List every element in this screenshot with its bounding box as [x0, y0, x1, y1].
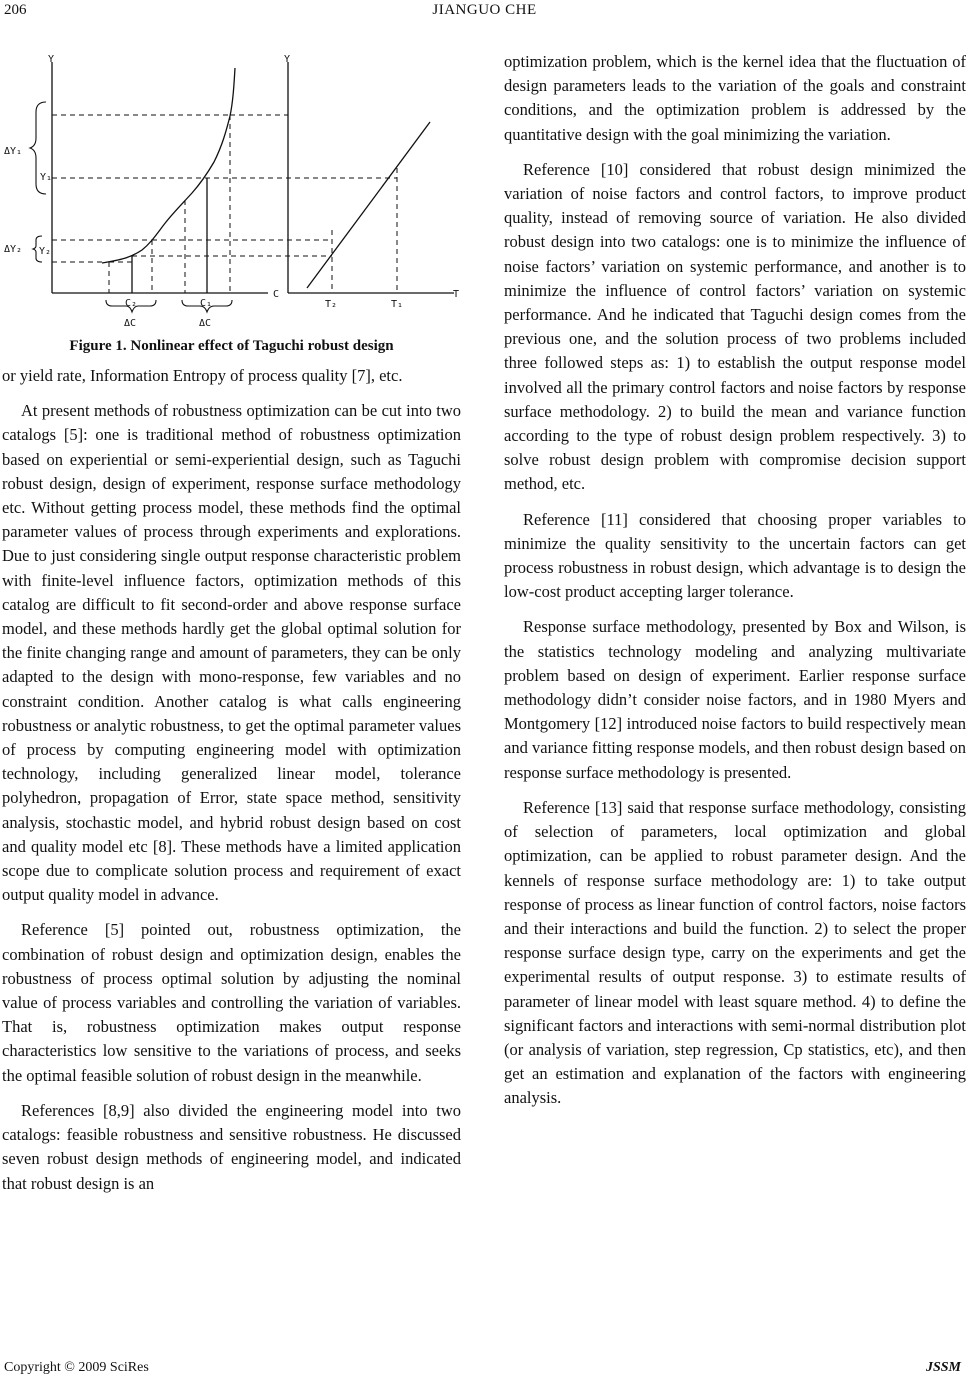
figure-caption: Figure 1. Nonlinear effect of Taguchi robust design — [69, 338, 394, 354]
figure-1 — [2, 50, 461, 336]
right-paragraph-4: Reference [13] said that response surface methodology, consisting of selection of parameters, local optimization and global optimization, can be applied to robust parameter design. And the kennels of response surface methodology are: 1) to take output response of process as linear function of control factors, noise factors and their interactions and build the function. 2) to select the proper response surface design type, carry on the experiments and get the experimental results of output response. 3) to estimate results of parameter of linear model with least square method. 4) to define the significant factors and interactions with semi-normal distribution plot (or analysis of variation, step regression, Cp statistics, etc), and then get an estimation and explanation of the factors with engineering analysis. — [504, 797, 966, 1108]
delta-y2-label: ΔY₂ — [4, 244, 23, 255]
left-x-axis-label: C — [273, 289, 280, 300]
c2-label: C₂ — [125, 298, 138, 309]
left-column — [2, 50, 461, 1207]
y2-label: Y₂ — [39, 246, 52, 257]
t1-label: T₁ — [391, 299, 404, 310]
left-paragraph-3: References [8,9] also divided the engineering model into two catalogs: feasible robustness and sensitive robustness. He discussed seven robust design methods of engineering model, and indicated that robust design is an — [2, 1100, 461, 1193]
left-y-axis-label: Y — [48, 54, 55, 65]
nonlinear-curve — [102, 68, 235, 263]
right-paragraph-3: Response surface methodology, presented by Box and Wilson, is the statistics technology modeling and analyzing multivariate problem based on design of experiment. Earlier response surface methodology didn’t consider noise factors, and in 1980 Myers and Montgomery [12] introduced noise factors to build respectively mean and variance fitting response models, and then robust design based on response surface methodology is presented. — [504, 617, 966, 782]
right-column — [504, 50, 966, 1122]
figure-diagram — [2, 50, 461, 336]
c1-label: C₁ — [200, 298, 213, 309]
delta-y1-label: ΔY₁ — [4, 146, 23, 157]
running-head: JIANGUO CHE — [432, 2, 537, 18]
right-paragraph-2: Reference [11] considered that choosing proper variables to minimize the quality sensitivity to the uncertain factors can get process robustness in robust design, which advantage is to design the low-cost product accepting larger tolerance. — [504, 509, 966, 602]
y1-label: Y₁ — [40, 172, 53, 183]
t2-label: T₂ — [325, 299, 338, 310]
left-paragraph-1: At present methods of robustness optimization can be cut into two catalogs [5]: one is traditional method of robustness optimization based on experiential or semi-experiential design, such as Taguchi robust design, design of experiment, response surface methodology etc. Without getting process model, these methods find the optimal parameter values of process through experiments and explorations. Due to just considering single output response characteristic problem with finite-level influence factors, optimization methods of this catalog are difficult to fit second-order and above response surface model, and these methods hardly get the global optimal solution for the finite changing range and amount of parameters, they can be only adapted to the design with mono-response, few variables and no constraint condition. Another catalog is what calls engineering robustness or analytic robustness, to get the optimal parameter values of process by computing engineering model with optimization technology, including generalized linear model, tolerance polyhedron, propagation of Error, state space method, sensitivity analysis, stochastic model, and hybrid robust design based on cost and quality model etc [8]. These methods have a limited application scope due to complicate solution process and requirement of exact output quality model in advance. — [2, 401, 461, 905]
delta-c-left-label: ΔC — [124, 318, 137, 329]
right-paragraph-1: Reference [10] considered that robust design minimized the variation of noise factors and control factors, to improve product quality, instead of removing source of variation. He also divided robust design into two catalogs: one is to minimize the influence of noise factors’ variation on systemic performance, and another is to minimize the influence of control factors’ variation on systemic performance. And he indicated that Taguchi design comes from the previous one, and the solution process of two problems included three followed steps as: 1) to establish the output response model involved all the primary control factors and noise factors by response surface methodology. 2) to build the mean and variance function according to the type of robust design problem respectively. 3) to solve robust design problem with compromise decision support method, etc. — [504, 159, 966, 494]
delta-c-right-label: ΔC — [199, 318, 212, 329]
right-continuation-text: optimization problem, which is the kernel idea that the fluctuation of design parameters leads to the variation of the goals and constraint conditions, and the optimization problem is addressed by the quantitative design with the goal minimizing the variation. — [504, 52, 966, 144]
page-number: 206 — [4, 2, 27, 18]
right-y-axis-label: Y — [284, 54, 291, 65]
linear-response-line — [307, 122, 430, 288]
left-continuation-text: or yield rate, Information Entropy of process quality [7], etc. — [2, 366, 403, 385]
right-x-axis-label: T — [453, 289, 460, 300]
footer-journal: JSSM — [925, 1360, 961, 1375]
footer-copyright: Copyright © 2009 SciRes — [4, 1360, 149, 1375]
left-paragraph-2: Reference [5] pointed out, robustness optimization, the combination of robust design and optimization design, enables the robustness of process optimal solution by adjusting the nominal value of process variables and controlling the variation of variables. That is, robustness optimization makes output response characteristics low sensitive to the variations of process, and seeks the optimal feasible solution of robust design in the meanwhile. — [2, 920, 461, 1085]
